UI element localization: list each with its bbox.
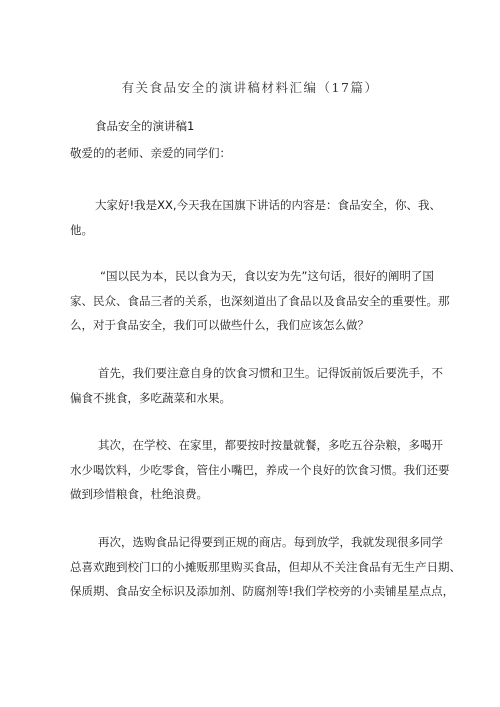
paragraph-line: 做到珍惜粮食，杜绝浪费。 (70, 487, 208, 501)
paragraph-2 (70, 264, 450, 338)
paragraph-line: 他。 (70, 222, 93, 237)
paragraph-line: 再次，选购食品记得要到正规的商店。每到放学，我就发现很多同学 (98, 535, 443, 549)
paragraph-1 (70, 193, 440, 242)
paragraph-line: 偏食不挑食，多吃蔬菜和水果。 (70, 390, 231, 405)
paragraph-line: 大家好!我是XX,今天我在国旗下讲话的内容是：食品安全，你、我、 (95, 198, 442, 212)
paragraph-line: 水少喝饮料，少吃零食，管住小嘴巴，养成一个良好的饮食习惯。我们还要 (70, 462, 450, 477)
paragraph-5 (70, 530, 461, 604)
paragraph-3 (70, 361, 443, 410)
paragraph-line: 么，对于食品安全，我们可以做些什么，我们应该怎么做？ (70, 318, 369, 332)
paragraph-line: “国以民为本，民以食为天，食以安为先”这句话，很好的阐明了国 (100, 269, 434, 283)
speech-heading: 食品安全的演讲稿1 (95, 119, 195, 133)
paragraph-line: 总喜欢跑到校门口的小摊贩那里购买食品，但却从不关注食品有无生产日期、 (70, 559, 461, 574)
salutation-line: 敬爱的的老师、亲爱的同学们： (70, 146, 231, 160)
paragraph-line: 家、民众、食品三者的关系，也深刻道出了食品以及食品安全的重要性。那 (70, 293, 450, 308)
paragraph-line: 首先，我们要注意自身的饮食习惯和卫生。记得饭前饭后要洗手，不 (98, 366, 443, 380)
document-title: 有关食品安全的演讲稿材料汇编（17篇） (121, 80, 379, 95)
paragraph-line: 保质期、食品安全标识及添加剂、防腐剂等!我们学校旁的小卖铺星星点点， (70, 584, 455, 598)
paragraph-4 (70, 433, 450, 507)
paragraph-line: 其次，在学校、在家里，都要按时按量就餐，多吃五谷杂粮，多喝开 (98, 438, 443, 452)
